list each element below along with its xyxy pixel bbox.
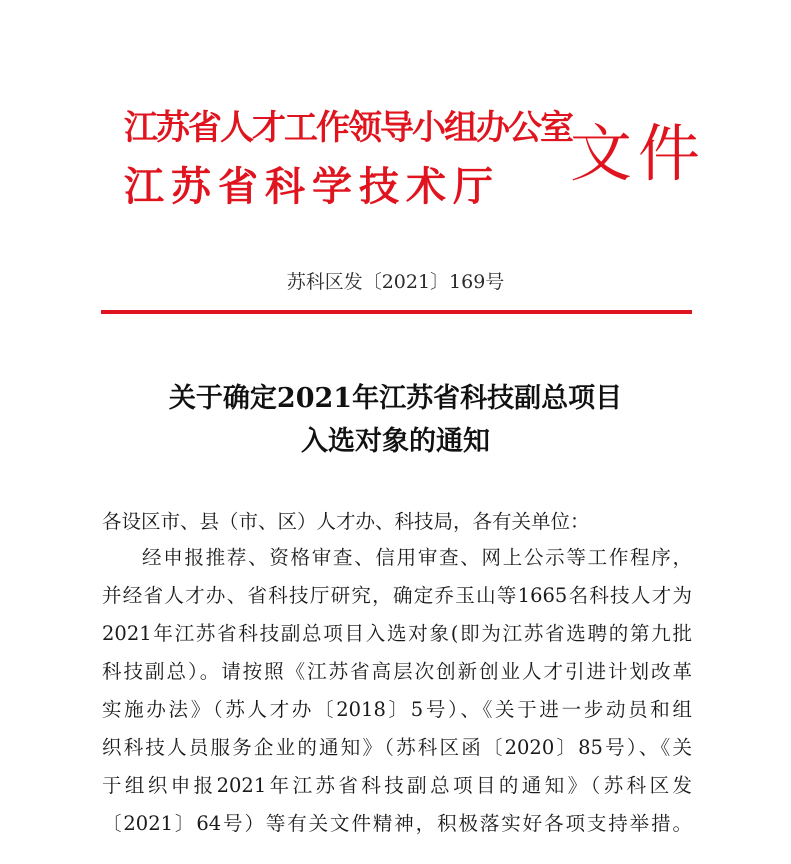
salutation: 各设区市、县（市、区）人才办、科技局，各有关单位： [102, 510, 590, 533]
document-title-line-2: 入选对象的通知 [301, 426, 490, 457]
issuer-science-department: 江苏省科学技术厅 [124, 164, 500, 210]
paragraph-line: 实施办法》（苏人才办〔2018〕5号）、《关于进一步动员和组 [102, 698, 692, 721]
paragraph-line: 〔2021〕64号）等有关文件精神，积极落实好各项支持举措。 [102, 812, 692, 835]
paragraph-line: 2021年江苏省科技副总项目入选对象(即为江苏省选聘的第九批 [102, 622, 692, 645]
document-title-line-1: 关于确定2021年江苏省科技副总项目 [168, 383, 623, 414]
issuer-talent-office: 江苏省人才工作领导小组办公室 [124, 108, 572, 148]
document-number: 苏科区发〔2021〕169号 [286, 271, 505, 293]
paragraph-line: 经申报推荐、资格审查、信用审查、网上公示等工作程序， [142, 546, 692, 569]
paragraph-line: 于组织申报2021年江苏省科技副总项目的通知》（苏科区发 [102, 774, 692, 797]
document-label: 文件 [570, 117, 707, 190]
paragraph-line: 织科技人员服务企业的通知》（苏科区函〔2020〕85号）、《关 [102, 736, 692, 759]
paragraph-line: 并经省人才办、省科技厅研究，确定乔玉山等1665名科技人才为 [102, 584, 692, 607]
paragraph-line: 科技副总）。请按照《江苏省高层次创新创业人才引进计划改革 [102, 660, 692, 683]
red-divider-line [101, 310, 692, 314]
masthead [122, 100, 707, 220]
